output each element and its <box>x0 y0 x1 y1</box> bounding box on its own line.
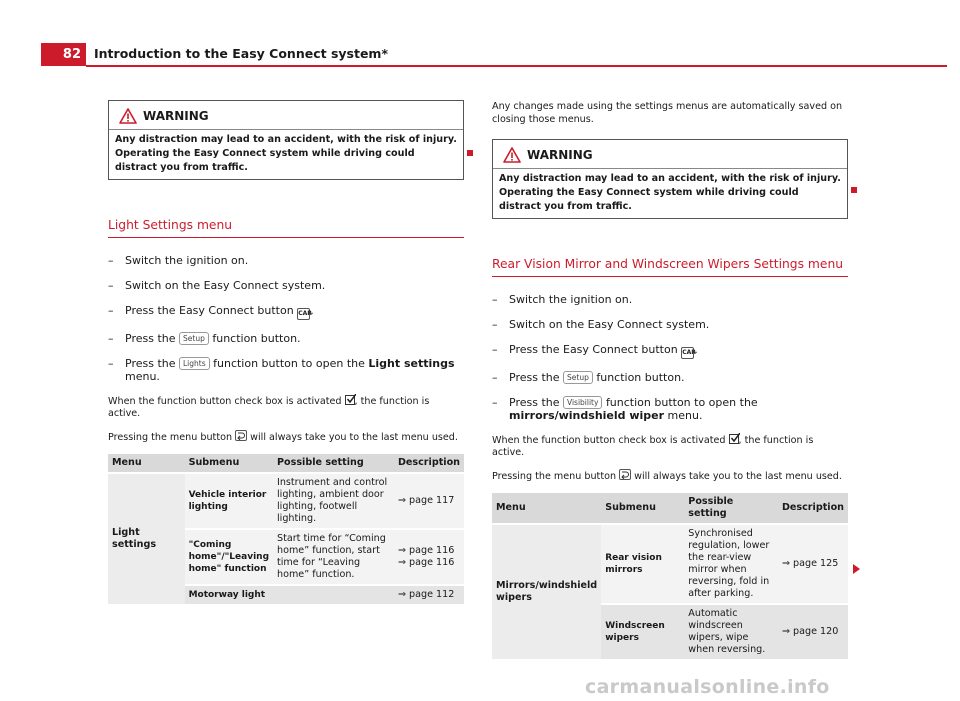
setting-cell <box>273 585 394 604</box>
table-row <box>492 524 848 604</box>
steps-list <box>108 254 464 383</box>
column-header: Description <box>778 493 848 524</box>
menu-cell: Light settings <box>108 473 185 604</box>
column-header: Submenu <box>601 493 684 524</box>
submenu-cell: Motorway light <box>185 585 273 604</box>
submenu-cell: Vehicle interior lighting <box>185 473 273 529</box>
end-of-section-marker <box>467 150 473 156</box>
checkbox-checked-icon <box>345 395 355 405</box>
visibility-button-label: Visibility <box>563 396 602 409</box>
warning-text: Any distraction may lead to an accident, with the risk of injury. Operating the Easy Connect system while driving could distract you from traffic. <box>493 168 847 218</box>
column-header: Submenu <box>185 454 273 473</box>
checkbox-checked-icon <box>729 434 739 444</box>
warning-title: WARNING <box>143 109 209 123</box>
page-header-title: Introduction to the Easy Connect system* <box>94 46 388 61</box>
warning-header <box>493 140 847 168</box>
setting-cell: Start time for “Coming home” function, start time for “Leaving home” function. <box>273 529 394 585</box>
description-cell: ⇒ page 112 <box>394 585 464 604</box>
warning-header <box>109 101 463 129</box>
setting-cell: Automatic windscreen wipers, wipe when reversing. <box>684 604 778 659</box>
end-of-section-marker <box>851 187 857 193</box>
light-settings-table <box>108 454 464 604</box>
table-header-row <box>492 493 848 524</box>
setting-cell: Instrument and control lighting, ambient door lighting, footwell lighting. <box>273 473 394 529</box>
continue-arrow-icon <box>853 564 860 574</box>
car-button-icon: CAR <box>297 308 310 320</box>
warning-box <box>492 139 848 219</box>
lights-button-label: Lights <box>179 357 210 370</box>
step-item: – Press the Visibility function button to open the mirrors/windshield wiper menu. <box>492 396 758 422</box>
column-header: Description <box>394 454 464 473</box>
watermark: carmanualsonline.info <box>585 676 830 698</box>
menu-cell: Mirrors/windshield wipers <box>492 524 601 659</box>
submenu-cell: Windscreen wipers <box>601 604 684 659</box>
column-header: Menu <box>108 454 185 473</box>
note-checkbox: When the function button check box is activated , the function is active. <box>492 435 814 458</box>
step-item: – Switch on the Easy Connect system. <box>108 279 326 292</box>
setup-button-label: Setup <box>563 371 593 384</box>
warning-title: WARNING <box>527 148 593 162</box>
submenu-cell: Rear vision mirrors <box>601 524 684 604</box>
submenu-cell: "Coming home"/"Leaving home" function <box>185 529 273 585</box>
right-column <box>492 100 848 659</box>
column-header: Possible setting <box>684 493 778 524</box>
mirror-wipers-settings-table <box>492 493 848 659</box>
section-heading-mirror-wipers: Rear Vision Mirror and Windscreen Wipers Settings menu <box>492 257 848 277</box>
menu-return-icon <box>619 469 631 480</box>
note-checkbox: When the function button check box is activated , the function is active. <box>108 396 430 419</box>
menu-return-icon <box>235 430 247 441</box>
warning-text: Any distraction may lead to an accident, with the risk of injury. Operating the Easy Connect system while driving could distract you from traffic. <box>109 129 463 179</box>
step-item: – Press the Setup function button. <box>492 371 685 384</box>
steps-list <box>492 293 848 422</box>
column-header: Menu <box>492 493 601 524</box>
description-cell: ⇒ page 116 ⇒ page 116 <box>394 529 464 585</box>
step-item: – Press the Easy Connect button CAR. <box>492 343 848 359</box>
setup-button-label: Setup <box>179 332 209 345</box>
description-cell: ⇒ page 125 <box>778 524 848 604</box>
note-menu-button: Pressing the menu button will always take you to the last menu used. <box>492 471 842 482</box>
step-item: – Switch on the Easy Connect system. <box>492 318 710 331</box>
warning-triangle-icon <box>503 147 521 163</box>
note-menu-button: Pressing the menu button will always take you to the last menu used. <box>108 432 458 443</box>
table-row <box>108 473 464 529</box>
step-item: – Press the Lights function button to open the Light settings menu. <box>108 357 455 383</box>
left-column <box>108 100 464 604</box>
description-cell: ⇒ page 117 <box>394 473 464 529</box>
description-cell: ⇒ page 120 <box>778 604 848 659</box>
car-button-icon: CAR <box>681 347 694 359</box>
warning-box <box>108 100 464 180</box>
step-item: – Press the Setup function button. <box>108 332 301 345</box>
section-heading-light-settings: Light Settings menu <box>108 218 464 238</box>
step-item: – Switch the ignition on. <box>108 254 249 267</box>
column-header: Possible setting <box>273 454 394 473</box>
header-divider <box>86 65 947 67</box>
warning-triangle-icon <box>119 108 137 124</box>
setting-cell: Synchronised regulation, lower the rear-view mirror when reversing, fold in after parking. <box>684 524 778 604</box>
step-item: – Press the Easy Connect button CAR. <box>108 304 464 320</box>
table-header-row <box>108 454 464 473</box>
step-item: – Switch the ignition on. <box>492 293 633 306</box>
intro-paragraph: Any changes made using the settings menus are automatically saved on closing those menus. <box>492 101 843 125</box>
page-number: 82 <box>41 43 86 66</box>
